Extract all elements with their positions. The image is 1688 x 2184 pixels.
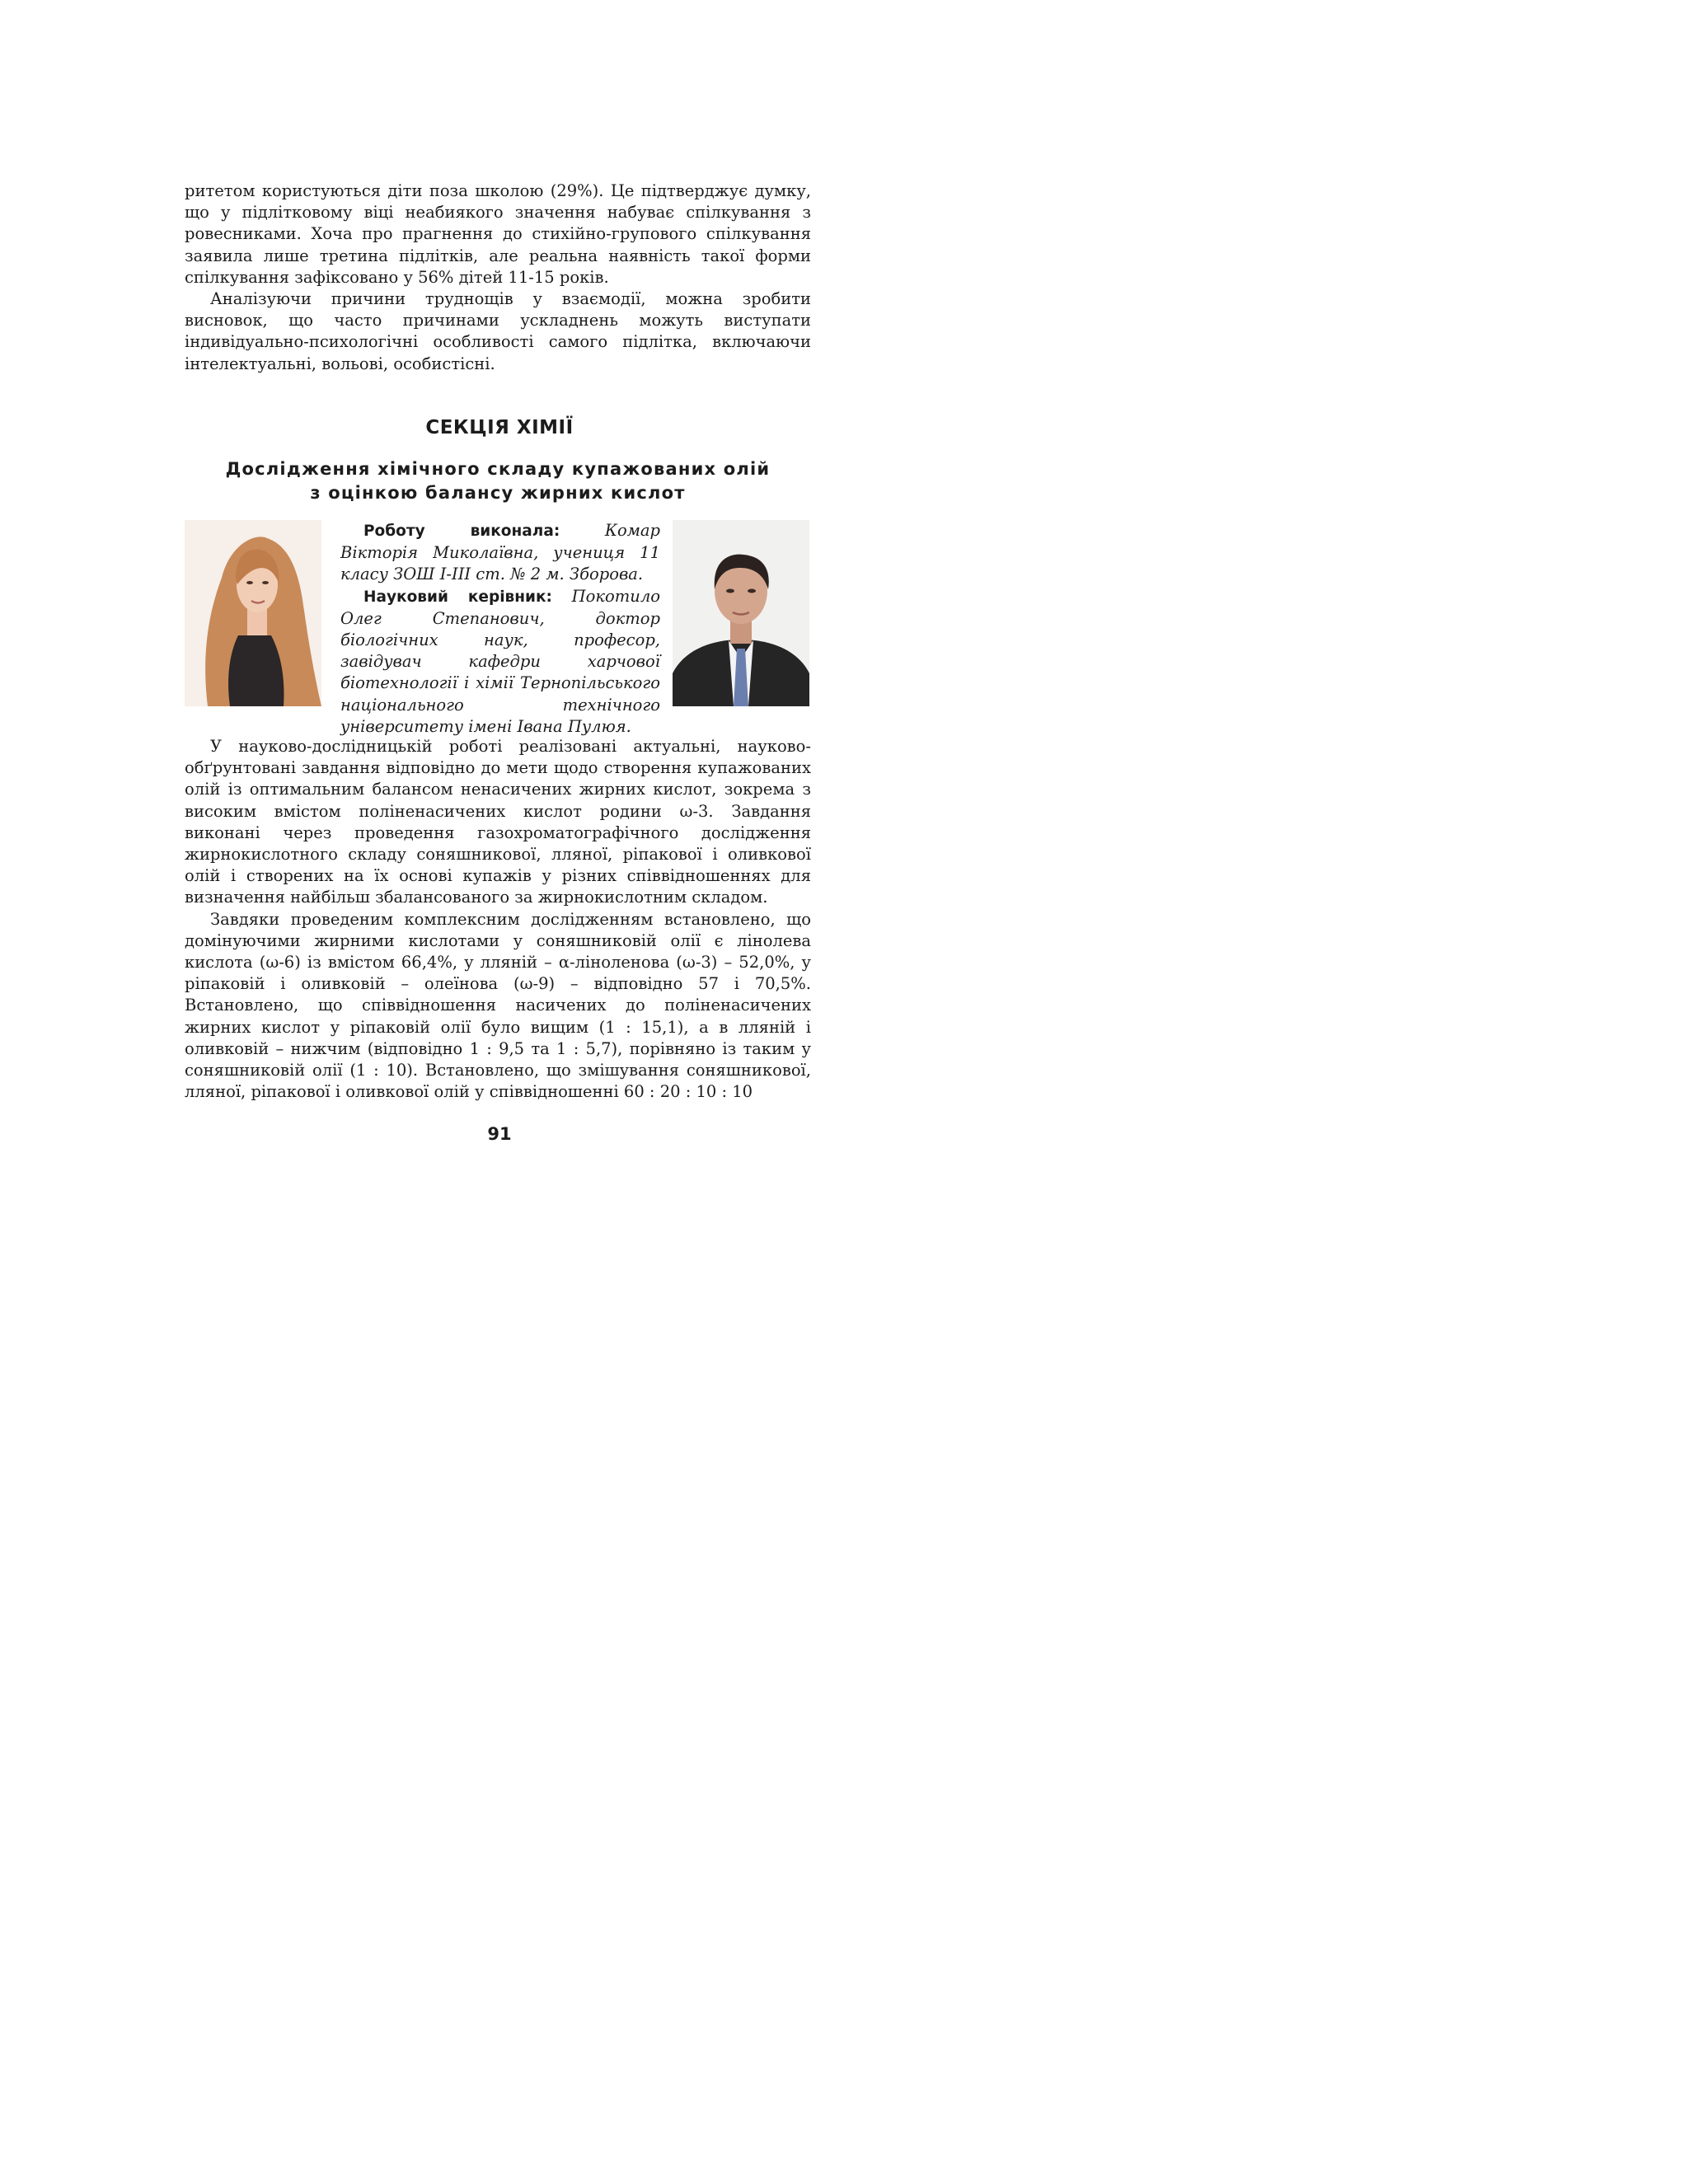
author-details: Комар Вікторія Миколаївна, учениця 11 класу ЗОШ І-ІІІ ст. № 2 м. Зборова.: [340, 521, 660, 584]
article-title: [185, 457, 811, 505]
article-title-line: Дослідження хімічного складу купажованих олій: [225, 459, 771, 479]
intro-text: [185, 180, 811, 375]
advisor-credit: [340, 586, 660, 738]
author-photo: [185, 520, 321, 706]
article-title-line: з оцінкою балансу жирних кислот: [310, 483, 686, 503]
advisor-label: Науковий керівник:: [363, 588, 552, 606]
page-number: 91: [487, 1124, 512, 1144]
author-label: Роботу виконала:: [363, 523, 560, 540]
author-credit: [340, 520, 660, 586]
body-paragraph: Завдяки проведеним комплексним дослідженням встановлено, що домінуючими жирними кислотами у соняшниковій олії є лінолева кислота (ω-6) із вмістом 66,4%, у лляній – α-ліноленова (ω-3) – 52,0%, у ріпаковій і оливковій – олеїнова (ω-9) – відповідно 57 і 70,5%. Встановлено, що співвідношення насичених до поліненасичених жирних кислот у ріпаковій олії було вищим (1 : 15,1), а в лляній і оливковій – нижчим (відповідно 1 : 9,5 та 1 : 5,7), порівняно із таким у соняшниковій олії (1 : 10). Встановлено, що змішування соняшникової, лляної, ріпакової і оливкової олій у співвідношенні 60 : 20 : 10 : 10: [185, 909, 811, 1102]
section-title: СЕКЦІЯ ХІМІЇ: [425, 417, 574, 438]
author-portrait-image: [185, 520, 321, 706]
advisor-portrait-image: [673, 520, 809, 706]
body-paragraph: У науково-дослідницькій роботі реалізовані актуальні, науково-обґрунтовані завдання відповідно до мети щодо створення купажованих олій із оптимальним балансом ненасичених жирних кислот, зокрема з високим вмістом поліненасичених кислот родини ω-3. Завдання виконані через проведення газохроматографічного дослідження жирнокислотного складу соняшникової, лляної, ріпакової і оливкової олій і створених на їх основі купажів у різних співвідношеннях для визначення найбільш збалансованого за жирнокислотним складом.: [185, 737, 811, 907]
article-credits: [340, 520, 660, 738]
intro-paragraph: ритетом користуються діти поза школою (29%). Це підтверджує думку, що у підлітковому віці неабиякого значення набуває спілкування з ровесниками. Хоча про прагнення до стихійно-групового спілкування заявила лише третина підлітків, але реальна наявність такої форми спілкування зафіксовано у 56% дітей 11-15 років.: [185, 181, 811, 287]
intro-paragraph: Аналізуючи причини труднощів у взаємодії, можна зробити висновок, що часто причинами ускладнень можуть виступати індивідуально-психологічні особливості самого підлітка, включаючи інтелектуальні, вольові, особистісні.: [185, 289, 811, 373]
book-page: [0, 0, 999, 1292]
advisor-details: Покотило Олег Степанович, доктор біологічних наук, професор, завідувач кафедри харчової біотехнології і хімії Тернопільського національного технічного університету імені Івана Пулюя.: [340, 586, 660, 736]
article-body: [185, 736, 811, 1103]
advisor-photo: [673, 520, 809, 706]
